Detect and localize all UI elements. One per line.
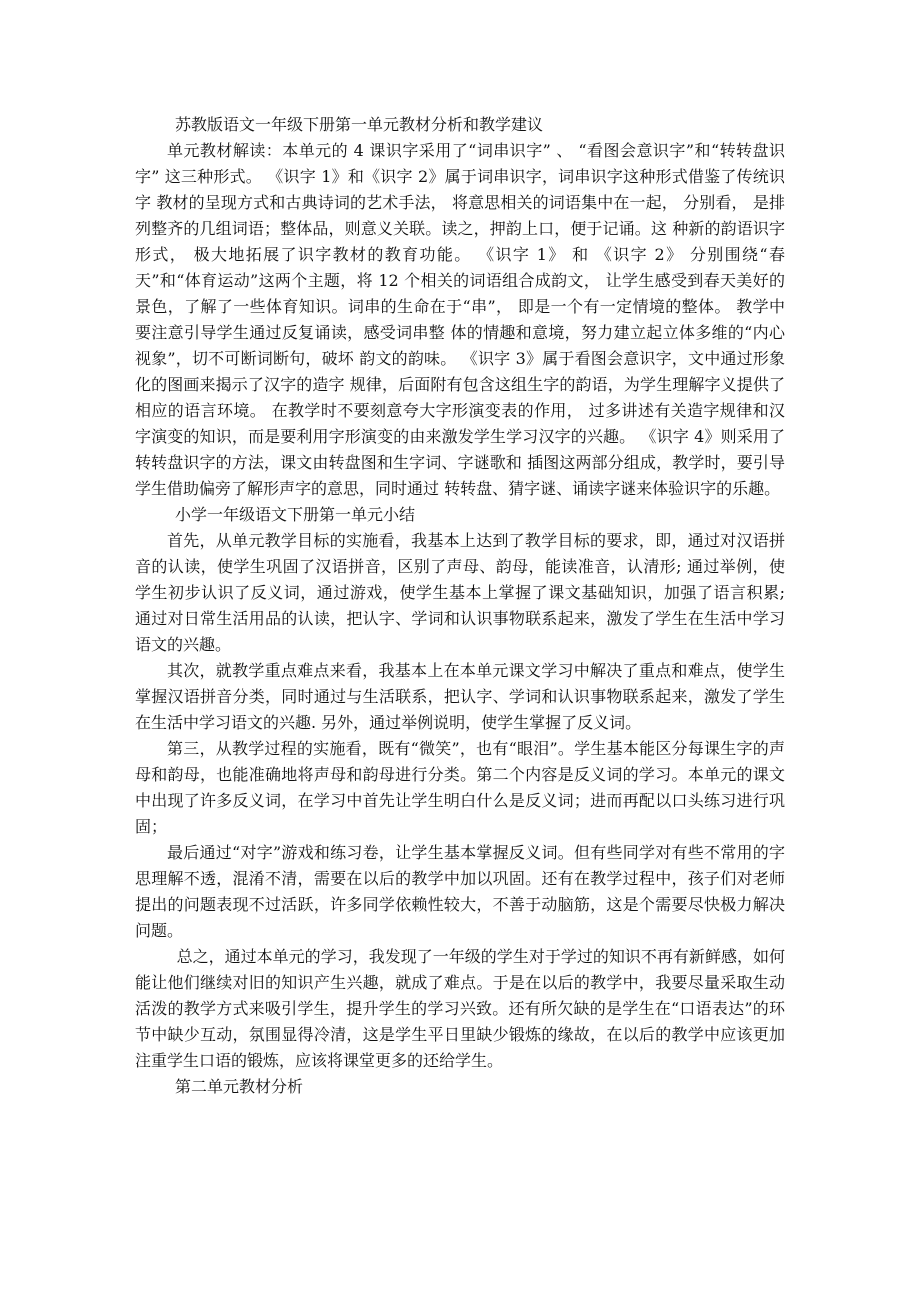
document-body <box>135 112 785 1100</box>
document-title: 苏教版语文一年级下册第一单元教材分析和教学建议 <box>175 115 544 134</box>
summary-paragraph-first: 首先，从单元教学目标的实施看，我基本上达到了教学目标的要求，即，通过对汉语拼音的认读，使学生巩固了汉语拼音，区别了声母、韵母，能读准音，认清形; 通过举例，使学生初步认识了反义词，通过游戏，使学生基本上掌握了课文基础知识，加强了语言积累; 通过对日常生活用品的认读，把认字、学词和认识事物联系起来，激发了学生在生活中学习语文的兴趣。 <box>135 531 785 654</box>
summary-paragraph-last: 最后通过“对字”游戏和练习卷，让学生基本掌握反义词。但有些同学对有些不常用的字思理解不透，混淆不清，需要在以后的教学中加以巩固。还有在教学过程中，孩子们对老师提出的问题表现不过活跃，许多同学依赖性较大，不善于动脑筋，这是个需要尽快极力解决问题。 <box>135 843 785 940</box>
unit1-summary-title: 小学一年级语文下册第一单元小结 <box>175 505 416 524</box>
summary-paragraph-second: 其次，就教学重点难点来看，我基本上在本单元课文学习中解决了重点和难点，使学生掌握汉语拼音分类，同时通过与生活联系，把认字、学词和认识事物联系起来，激发了学生在生活中学习语文的兴趣. 另外，通过举例说明，使学生掌握了反义词。 <box>135 661 785 732</box>
unit2-analysis-title: 第二单元教材分析 <box>175 1077 304 1096</box>
unit1-analysis-paragraph: 单元教材解读：本单元的 4 课识字采用了“词串识字” 、 “看图会意识字”和“转转盘识字” 这三种形式。 《识字 1》和《识字 2》属于词串识字，词串识字这种形式借鉴了传统识字 教材的呈现方式和古典诗词的艺术手法， 将意思相关的词语集中在一起， 分别看， 是排列整齐的几组词语；整体品，则意义关联。读之，押韵上口，便于记诵。这 种新的韵语识字形式， 极大地拓展了识字教材的教育功能。 《识字 1》 和 《识字 2》 分别围绕“春天”和“体育运动”这两个主题，将 12 个相关的词语组合成韵文， 让学生感受到春天美好的景色，了解了一些体育知识。词串的生命在于“串”， 即是一个有一定情境的整体。 教学中要注意引导学生通过反复诵读，感受词串整 体的情趣和意境，努力建立起立体多维的“内心视象”，切不可断词断句，破坏 韵文的韵味。 《识字 3》属于看图会意识字，文中通过形象化的图画来揭示了汉字的造字 规律，后面附有包含这组生字的韵语，为学生理解字义提供了相应的语言环境。 在教学时不要刻意夸大字形演变表的作用， 过多讲述有关造字规律和汉字演变的知识，而是要利用字形演变的由来激发学生学习汉字的兴趣。 《识字 4》则采用了转转盘识字的方法，课文由转盘图和生字词、字谜歌和 插图这两部分组成，教学时，要引导学生借助偏旁了解形声字的意思，同时通过 转转盘、猜字谜、诵读字谜来体验识字的乐趣。 <box>135 141 785 498</box>
summary-paragraph-conclusion: 总之，通过本单元的学习，我发现了一年级的学生对于学过的知识不再有新鲜感，如何能让他们继续对旧的知识产生兴趣，就成了难点。于是在以后的教学中，我要尽量采取生动活泼的教学方式来吸引学生，提升学生的学习兴致。还有所欠缺的是学生在“口语表达”的环节中缺少互动，氛围显得冷清，这是学生平日里缺少锻炼的缘故，在以后的教学中应该更加注重学生口语的锻炼，应该将课堂更多的还给学生。 <box>135 947 785 1070</box>
summary-paragraph-third: 第三，从教学过程的实施看，既有“微笑”，也有“眼泪”。学生基本能区分每课生字的声母和韵母，也能准确地将声母和韵母进行分类。第二个内容是反义词的学习。本单元的课文中出现了许多反义词，在学习中首先让学生明白什么是反义词；进而再配以口头练习进行巩固； <box>135 739 785 836</box>
